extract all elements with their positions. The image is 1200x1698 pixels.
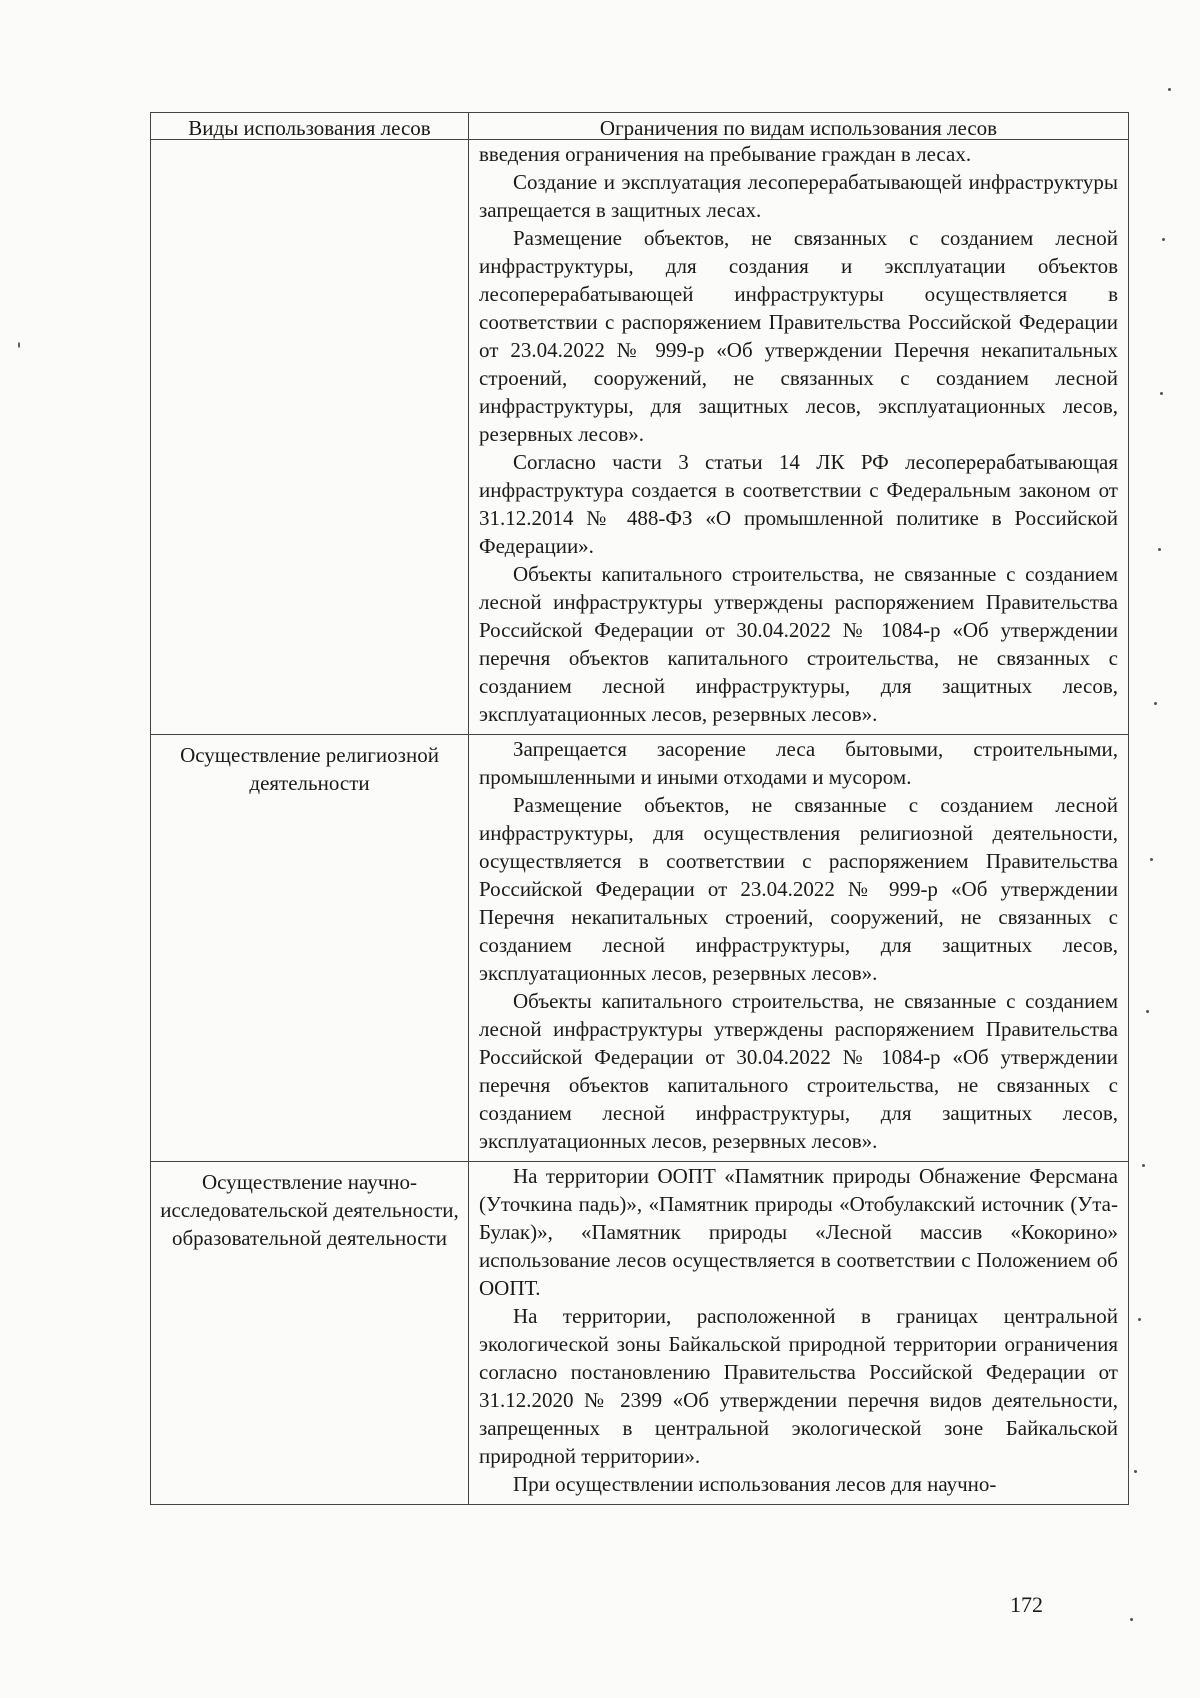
row-kind-cell: [151, 140, 469, 735]
row-kind-cell: Осуществление религиозной деятельности: [151, 735, 469, 1162]
restriction-paragraph: На территории, расположенной в границах центральной экологической зоны Байкальской природной территории ограничения согласно постановлению Правительства Российской Федерации от 31.12.2020 № 2399 «Об утверждении перечня видов деятельности, запрещенных в центральной экологической зоне Байкальской природной территории».: [479, 1304, 1118, 1468]
table-row: [151, 1162, 1129, 1505]
scan-speck: [1130, 1618, 1133, 1621]
restriction-paragraph: Размещение объектов, не связанных с созданием лесной инфраструктуры, для создания и эксплуатации объектов лесоперерабатывающей инфраструктуры осуществляется в соответствии с распоряжением Правительства Российской Федерации от 23.04.2022 № 999-р «Об утверждении Перечня некапитальных строений, сооружений, не связанных с созданием лесной инфраструктуры, для защитных лесов, эксплуатационных лесов, резервных лесов».: [479, 226, 1118, 446]
restriction-paragraph: Запрещается засорение леса бытовыми, строительными, промышленными и иными отходами и мусором.: [479, 737, 1118, 789]
table-header-row: [151, 113, 1129, 140]
page-number: 172: [1010, 1592, 1043, 1617]
scan-speck: [1146, 1010, 1149, 1013]
restriction-paragraph: На территории ООПТ «Памятник природы Обнажение Ферсмана (Уточкина падь)», «Памятник природы «Отобулакский источник (Ута-Булак)», «Памятник природы «Лесной массив «Кокорино» использование лесов осуществляется в соответствии с Положением об ООПТ.: [479, 1164, 1118, 1300]
scan-speck: [1138, 1318, 1141, 1321]
restriction-paragraph: Объекты капитального строительства, не связанные с созданием лесной инфраструктуры утверждены распоряжением Правительства Российской Федерации от 30.04.2022 № 1084-р «Об утверждении перечня объектов капитального строительства, не связанных с созданием лесной инфраструктуры, для защитных лесов, эксплуатационных лесов, резервных лесов».: [479, 989, 1118, 1153]
table-row: [151, 735, 1129, 1162]
forest-use-restrictions-table: [150, 112, 1129, 1505]
restriction-paragraph: Объекты капитального строительства, не связанные с созданием лесной инфраструктуры утверждены распоряжением Правительства Российской Федерации от 30.04.2022 № 1084-р «Об утверждении перечня объектов капитального строительства, не связанных с созданием лесной инфраструктуры, для защитных лесов, эксплуатационных лесов, резервных лесов».: [479, 562, 1118, 726]
table-row: [151, 140, 1129, 735]
row-kind-cell: Осуществление научно-исследовательской деятельности, образовательной деятельности: [151, 1162, 469, 1505]
scan-speck: [1154, 702, 1157, 705]
header-kinds-of-use: Виды использования лесов: [151, 113, 469, 140]
scan-speck: [1160, 392, 1163, 395]
scan-speck: [18, 342, 20, 348]
restriction-paragraph: введения ограничения на пребывание граждан в лесах.: [479, 142, 972, 166]
scan-speck: [1142, 1164, 1145, 1167]
row-restrictions-cell: [469, 1162, 1129, 1505]
row-restrictions-cell: [469, 140, 1129, 735]
row-restrictions-cell: [469, 735, 1129, 1162]
scan-speck: [1150, 858, 1153, 861]
restriction-paragraph: Согласно части 3 статьи 14 ЛК РФ лесоперерабатывающая инфраструктура создается в соответствии с Федеральным законом от 31.12.2014 № 488-ФЗ «О промышленной политике в Российской Федерации».: [479, 450, 1118, 558]
header-restrictions: Ограничения по видам использования лесов: [469, 113, 1129, 140]
scan-speck: [1134, 1470, 1137, 1473]
scan-speck: [1158, 548, 1161, 551]
scan-speck: [1168, 88, 1171, 91]
scan-speck: [1162, 238, 1165, 241]
restriction-paragraph: Размещение объектов, не связанные с созданием лесной инфраструктуры, для осуществления религиозной деятельности, осуществляется в соответствии с распоряжением Правительства Российской Федерации от 23.04.2022 № 999-р «Об утверждении Перечня некапитальных строений, сооружений, не связанных с созданием лесной инфраструктуры, для защитных лесов, эксплуатационных лесов, резервных лесов».: [479, 793, 1118, 985]
restriction-paragraph: При осуществлении использования лесов для научно-: [513, 1472, 997, 1496]
restriction-paragraph: Создание и эксплуатация лесоперерабатывающей инфраструктуры запрещается в защитных лесах.: [479, 170, 1118, 222]
